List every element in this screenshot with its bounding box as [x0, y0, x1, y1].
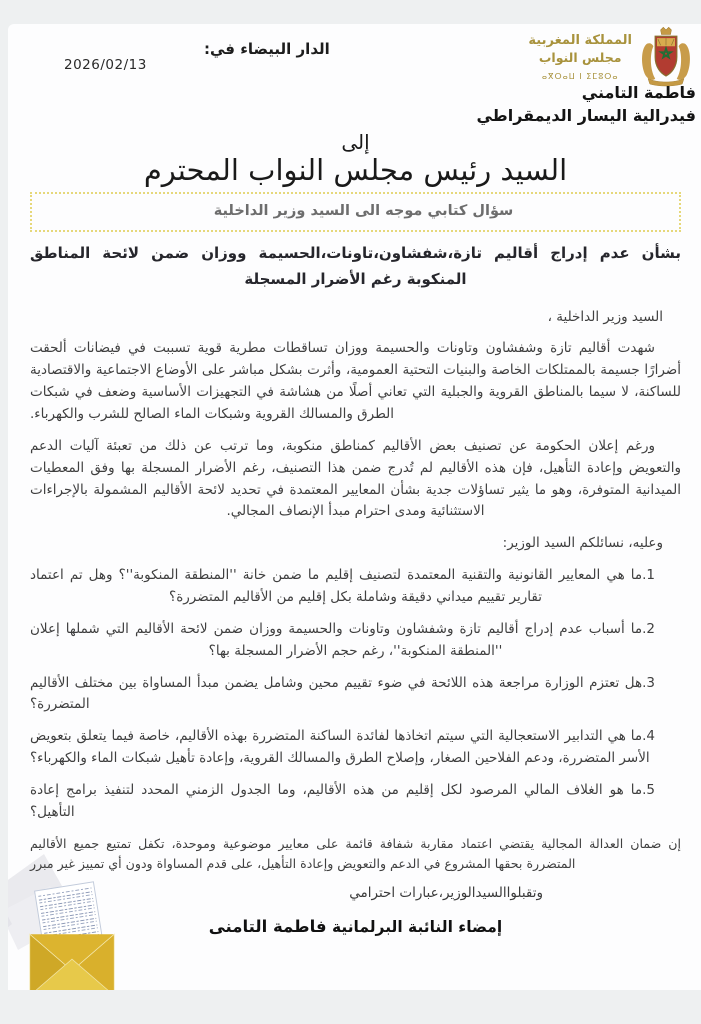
- city-date-label: الدار البيضاء في:: [204, 40, 330, 58]
- subject-line: بشأن عدم إدراج أقاليم تازة،شفشاون،تاونات،الحسيمة ووزان ضمن لائحة المناطق المنكوبة رغم الأضرار المسجلة: [30, 244, 681, 289]
- sender-name: فاطمة التامني: [581, 83, 696, 102]
- signature-name: فاطمة التامنى: [208, 916, 327, 936]
- letter-page: [8, 24, 701, 990]
- council-title: مجلس النواب: [538, 50, 622, 65]
- question-1: 1.ما هي المعايير القانونية والتقنية المعتمدة لتصنيف إقليم ما ضمن خانة ''المنطقة المنكوبة''؟ وهل تم اعتماد تقارير تقييم ميداني دقيقة وشاملة بكل إقليم من الأقاليم المتضررة؟: [30, 567, 655, 605]
- paragraph-context-1: شهدت أقاليم تازة وشفشاون وتاونات والحسيمة ووزان تساقطات مطرية قوية تسببت في فيضانات ألحقت أضرارًا جسيمة بالممتلكات الخاصة والبنيات التحتية العمومية، وأثرت بشكل مباشر على الأوضاع الاجتماعية والاقتصادية للساكنة، لا سيما بالمناطق القروية والجبلية التي تعاني أصلًا من هشاشة في التجهيزات الأساسية وضعف في شبكات الطرق والمسالك القروية وشبكات الماء الصالح للشرب والكهرباء.: [30, 340, 681, 422]
- lead-in-line: وعليه، نسائلكم السيد الوزير:: [502, 535, 663, 552]
- question-4: 4.ما هي التدابير الاستعجالية التي سيتم اتخاذها لفائدة الساكنة المتضررة بهذه الأقاليم، خاصة فيما يتعلق بتعويض الأسر المتضررة، ودعم الفلاحين الصغار، وإصلاح الطرق والمسالك القروية، وإعادة تأهيل شبكات الماء والكهرباء؟: [30, 728, 655, 767]
- closing-paragraph: إن ضمان العدالة المجالية يقتضي اعتماد مقاربة شفافة قائمة على معايير موضوعية وموحدة، تكفل تمتيع جميع الأقاليم المتضررة بحقها المشروع في الدعم والتعويض وإعادة التأهيل، على قدم المساواة ودون أي تمييز غير مبرر: [30, 835, 681, 871]
- question-type-box: [30, 192, 681, 232]
- paragraph-context-2: ورغم إعلان الحكومة عن تصنيف بعض الأقاليم كمناطق منكوبة، وما ترتب عن ذلك من تعبئة آليات الدعم والتعويض وإعادة التأهيل، فإن هذه الأقاليم لم تُدرج ضمن هذا التصنيف، رغم الأضرار المسجلة بها وفق المعطيات الميدانية المتوفرة، وهو ما يثير تساؤلات جدية بشأن المعايير المعتمدة في تحديد لائحة الأقاليم المشمولة بالإجراءات الاستثنائية ومدى احترام مبدأ الإنصاف المجالي.: [30, 437, 681, 520]
- signature-label: إمضاء النائبة البرلمانية: [326, 917, 503, 936]
- letter-body: [8, 24, 701, 941]
- date-value: 2026/02/13: [64, 57, 147, 73]
- tifinagh-title: ⴰⴳⵔⴰⵡ ⵏ ⵉⵎⵓⵔⴰ: [541, 72, 619, 81]
- addressee-block: [30, 132, 681, 188]
- addressee-to: إلى: [341, 130, 370, 154]
- greeting-line: السيد وزير الداخلية ،: [547, 308, 663, 325]
- question-5: 5.ما هو الغلاف المالي المرصود لكل إقليم من هذه الأقاليم، وما الجدول الزمني المحدد لتنفيذ برامج إعادة التأهيل؟: [30, 781, 655, 820]
- question-2: 2.ما أسباب عدم إدراج أقاليم تازة وشفشاون وتاونات والحسيمة ووزان ضمن لائحة الأقاليم التي شملها إعلان ''المنطقة المنكوبة''، رغم حجم الأضرار المسجلة بها؟: [30, 620, 655, 659]
- question-type-title: سؤال كتابي موجه الى السيد وزير الداخلية: [213, 203, 514, 220]
- sender-party: فيدرالية اليسار الديمقراطي: [476, 106, 696, 125]
- kingdom-title: المملكة المغربية: [528, 33, 632, 48]
- signature-line: [30, 914, 681, 941]
- question-3: 3.هل تعتزم الوزارة مراجعة هذه اللائحة في ضوء تقييم محين وشامل يضمن مبدأ المساواة بين مختلف الأقاليم المتضررة؟: [30, 674, 655, 713]
- salutation-line: وتقبلواالسيدالوزير،عبارات احترامي: [349, 884, 543, 901]
- addressee-line: السيد رئيس مجلس النواب المحترم: [143, 153, 568, 187]
- envelope-icon: [24, 880, 120, 990]
